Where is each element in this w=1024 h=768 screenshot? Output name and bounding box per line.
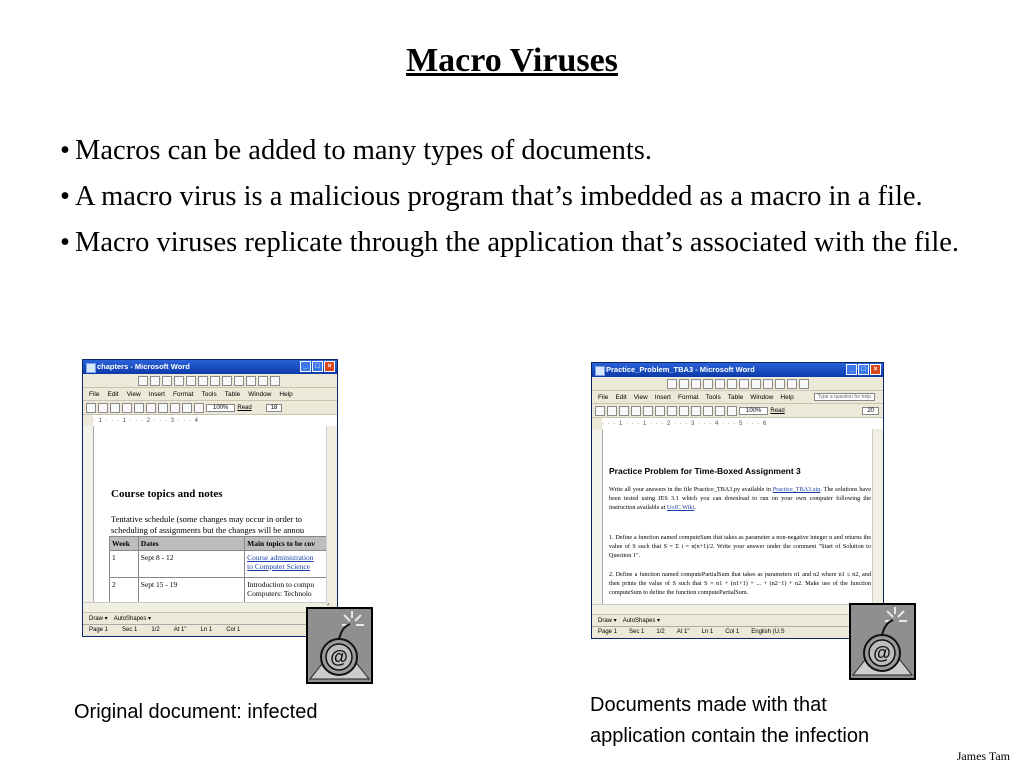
word-window-new bbox=[591, 362, 884, 639]
window-title-bar[interactable]: Practice_Problem_TBA3 - Microsoft Word _ □ × bbox=[592, 363, 883, 377]
menu-view[interactable]: View bbox=[126, 390, 141, 398]
doc-intro: Write all your answers in the file Practice_TBA3.py available in Practice_TBA3.zip. The solutions have been tested using JES 3.1 which you can download to run on your own computer following the instruction available at UofC Wiki. bbox=[609, 486, 872, 511]
menu-edit[interactable]: Edit bbox=[107, 390, 119, 398]
svg-text:@: @ bbox=[873, 643, 891, 663]
horizontal-ruler: · 1 · · · 1 · · · 2 · · · 3 · · · 4 bbox=[93, 415, 337, 428]
window-title-bar[interactable]: chapters - Microsoft Word _ □ × bbox=[83, 360, 337, 374]
vertical-scrollbar[interactable] bbox=[326, 426, 337, 603]
draw-menu[interactable]: Draw ▾ bbox=[598, 618, 617, 624]
minimize-button[interactable]: _ bbox=[300, 361, 311, 372]
close-button[interactable]: × bbox=[870, 364, 881, 375]
doc-heading: Practice Problem for Time-Boxed Assignment 3 bbox=[609, 466, 801, 476]
doc-question-2: 2. Define a function named computePartialSum that takes as parameters n1 and n2 where n1 ≤ n2, and then prints the value of S such that S = n1 + (n1+1) + ... + (n2−1) + n2. Make use of the function computeSum to define the function computePartialSum. bbox=[609, 571, 871, 596]
doc-question-1: 1. Define a function named computeSum that takes as parameter a non-negative integer n and returns the value of S such that S = Σ i = n(n+1)/2. Write your answer under the comment "Start of Solution to Question 1". bbox=[609, 534, 871, 559]
zip-link[interactable]: Practice_TBA3.zip bbox=[772, 486, 821, 493]
draw-menu[interactable]: Draw ▾ bbox=[89, 616, 108, 622]
horizontal-ruler: · · · 1 · · · 1 · · · 2 · · · 3 · · · 4 · · · 5 · · · 6 bbox=[602, 418, 883, 431]
maximize-button[interactable]: □ bbox=[312, 361, 323, 372]
font-size-select[interactable]: 18 bbox=[266, 404, 283, 412]
help-search-input[interactable]: Type a question for help bbox=[814, 393, 875, 401]
author-name: James Tam bbox=[956, 749, 1010, 763]
autoshapes-menu[interactable]: AutoShapes ▾ bbox=[622, 618, 661, 624]
menu-help[interactable]: Help bbox=[279, 390, 293, 398]
close-button[interactable]: × bbox=[324, 361, 335, 372]
table-row: 1 Sept 8 - 12 Course administration to Computer Science bbox=[110, 551, 329, 578]
col-dates: Dates bbox=[138, 537, 244, 551]
bullet-item: • A macro virus is a malicious program that’s imbedded as a macro in a file. bbox=[60, 181, 923, 212]
bullet-item: • Macro viruses replicate through the application that’s associated with the file. bbox=[60, 227, 960, 258]
topic-link[interactable]: to Computer Science bbox=[247, 562, 311, 571]
status-bar: Page 1 Sec 1 1/2 At 1" Ln 1 Col 1 English (U.S bbox=[592, 626, 883, 638]
doc-heading: Course topics and notes bbox=[111, 488, 223, 500]
slide-title: Macro Viruses bbox=[406, 42, 618, 79]
menu-tools[interactable]: Tools bbox=[201, 390, 217, 398]
menu-insert[interactable]: Insert bbox=[148, 390, 165, 398]
caption-new-documents: Documents made with that application contain the infection bbox=[590, 694, 870, 747]
caption-original: Original document: infected bbox=[74, 701, 318, 723]
maximize-button[interactable]: □ bbox=[858, 364, 869, 375]
document-content bbox=[83, 360, 329, 605]
wiki-link[interactable]: UofC Wiki bbox=[666, 504, 695, 511]
col-week: Week bbox=[110, 537, 139, 551]
zoom-select[interactable]: 100% bbox=[739, 407, 768, 415]
menu-table[interactable]: Table bbox=[224, 390, 241, 398]
autoshapes-menu[interactable]: AutoShapes ▾ bbox=[113, 616, 152, 622]
menu-insert[interactable]: Insert bbox=[654, 393, 671, 401]
menu-window[interactable]: Window bbox=[750, 393, 774, 401]
bullet-list bbox=[60, 134, 990, 272]
doc-paragraph: Tentative schedule (some changes may occur in order to scheduling of assignments but the changes will be annou bbox=[111, 514, 305, 535]
schedule-table bbox=[109, 536, 329, 605]
status-bar: Page 1 Sec 1 1/2 At 1" Ln 1 Col 1 bbox=[83, 624, 337, 636]
word-window-original bbox=[82, 359, 338, 637]
menu-format[interactable]: Format bbox=[677, 393, 699, 401]
bullet-item: • Macros can be added to many types of documents. bbox=[60, 135, 652, 166]
menu-file[interactable]: File bbox=[598, 393, 609, 401]
table-row: 2 Sept 15 - 19 Introduction to compu Computers: Technolo bbox=[110, 578, 329, 605]
menu-edit[interactable]: Edit bbox=[615, 393, 627, 401]
menu-table[interactable]: Table bbox=[727, 393, 744, 401]
svg-text:@: @ bbox=[330, 647, 348, 667]
minimize-button[interactable]: _ bbox=[846, 364, 857, 375]
menu-file[interactable]: File bbox=[89, 390, 100, 398]
font-size-select[interactable]: 20 bbox=[862, 407, 879, 415]
zoom-select[interactable]: 100% bbox=[206, 404, 235, 412]
menu-format[interactable]: Format bbox=[172, 390, 194, 398]
read-button[interactable]: Read bbox=[237, 404, 252, 411]
menu-help[interactable]: Help bbox=[780, 393, 794, 401]
menu-tools[interactable]: Tools bbox=[705, 393, 721, 401]
topic-link[interactable]: Course administration bbox=[247, 553, 314, 562]
bomb-email-virus-icon bbox=[306, 607, 373, 684]
menu-window[interactable]: Window bbox=[248, 390, 272, 398]
vertical-scrollbar[interactable] bbox=[872, 429, 883, 605]
col-topics: Main topics to be cov bbox=[245, 537, 329, 551]
bomb-email-virus-icon bbox=[849, 603, 916, 680]
document-content bbox=[592, 363, 875, 607]
read-button[interactable]: Read bbox=[770, 407, 785, 414]
menu-view[interactable]: View bbox=[633, 393, 648, 401]
